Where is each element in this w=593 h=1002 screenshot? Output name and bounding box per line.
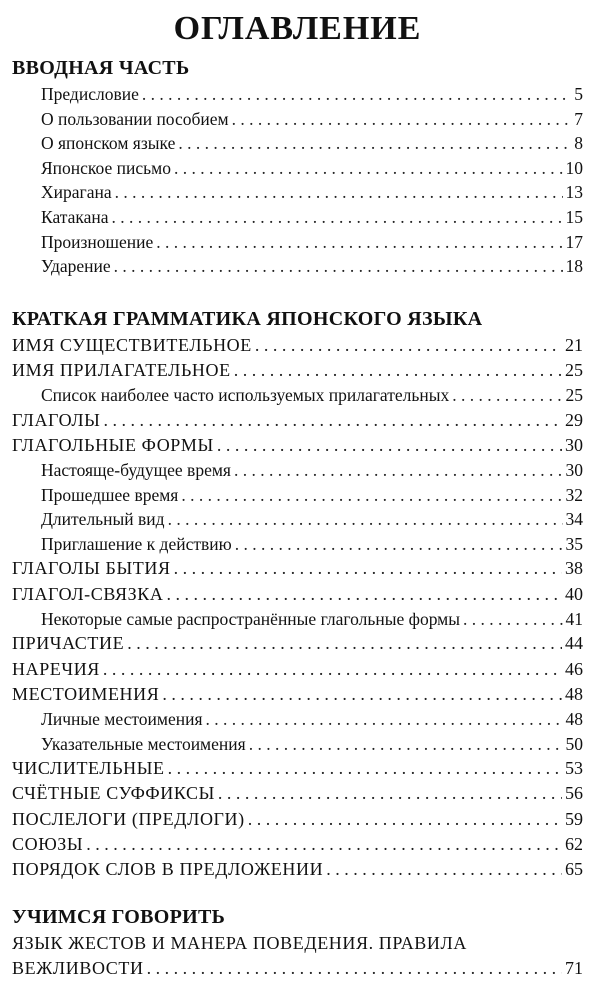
entry-page-number: 7 <box>574 108 583 129</box>
entry-page-number: 46 <box>565 658 583 679</box>
leader-dots <box>463 607 562 632</box>
section-spacer <box>12 279 583 305</box>
entry-page-number: 48 <box>565 683 583 704</box>
section-spacer <box>12 882 583 903</box>
entry-label: Произношение <box>41 231 154 252</box>
entry-page-number: 48 <box>565 709 583 729</box>
toc-entry[interactable] <box>12 333 583 358</box>
leader-dots <box>156 230 562 255</box>
entry-page-number: 17 <box>565 231 583 252</box>
leader-dots <box>142 82 571 107</box>
toc-entry[interactable] <box>12 433 583 458</box>
leader-dots <box>217 433 562 458</box>
leader-dots <box>127 631 562 656</box>
entry-label: Японское письмо <box>41 157 171 178</box>
entry-label: СЧЁТНЫЕ СУФФИКСЫ <box>12 783 215 804</box>
toc-entry[interactable] <box>12 254 583 279</box>
entry-page-number: 25 <box>565 359 583 380</box>
entry-page-number: 30 <box>565 460 583 481</box>
section-speaking <box>12 903 583 981</box>
section-heading: ВВОДНАЯ ЧАСТЬ <box>12 57 190 79</box>
toc-entry[interactable] <box>12 483 583 508</box>
leader-dots <box>235 532 563 557</box>
entry-page-number: 35 <box>565 533 583 554</box>
entry-label: ЧИСЛИТЕЛЬНЫЕ <box>12 758 165 779</box>
leader-dots <box>218 781 562 806</box>
entry-page-number: 40 <box>565 583 583 604</box>
entry-label: ИМЯ СУЩЕСТВИТЕЛЬНОЕ <box>12 334 252 355</box>
entry-label: ИМЯ ПРИЛАГАТЕЛЬНОЕ <box>12 359 231 380</box>
leader-dots <box>103 657 562 682</box>
toc-entry[interactable] <box>12 682 583 707</box>
toc-entry[interactable] <box>12 230 583 255</box>
toc-entry[interactable] <box>12 205 583 230</box>
entry-label: ПОРЯДОК СЛОВ В ПРЕДЛОЖЕНИИ <box>12 858 324 879</box>
toc-entry[interactable] <box>12 131 583 156</box>
toc-entry[interactable] <box>12 507 583 532</box>
entry-page-number: 10 <box>565 157 583 178</box>
entry-label: Личные местоимения <box>41 709 203 729</box>
toc-entry[interactable] <box>12 556 583 581</box>
entry-page-number: 13 <box>565 182 583 203</box>
section-heading: УЧИМСЯ ГОВОРИТЬ <box>12 906 226 929</box>
entry-page-number: 53 <box>565 758 583 779</box>
entry-page-number: 41 <box>565 608 583 629</box>
entry-page-number: 62 <box>565 833 583 854</box>
leader-dots <box>174 156 563 181</box>
entry-label: ГЛАГОЛЫ <box>12 409 101 430</box>
leader-dots <box>103 408 562 433</box>
entry-label: ПРИЧАСТИЕ <box>12 633 125 654</box>
entry-page-number: 71 <box>565 958 583 979</box>
toc-entry[interactable] <box>12 582 583 607</box>
leader-dots <box>255 333 562 358</box>
leader-dots <box>178 131 571 156</box>
leader-dots <box>166 582 562 607</box>
toc-entry[interactable] <box>12 107 583 132</box>
leader-dots <box>115 180 563 205</box>
entry-page-number: 32 <box>565 484 583 505</box>
toc-entry[interactable] <box>12 82 583 107</box>
entry-label: Длительный вид <box>41 509 165 530</box>
entry-label: О пользовании пособием <box>41 108 229 129</box>
toc-entry[interactable] <box>12 383 583 408</box>
toc-entry[interactable] <box>12 358 583 383</box>
entry-label: О японском языке <box>41 133 176 154</box>
toc-entry[interactable] <box>12 532 583 557</box>
toc-entry[interactable] <box>12 756 583 781</box>
entry-label: Указательные местоимения <box>41 733 246 754</box>
toc-entry[interactable] <box>12 857 583 882</box>
leader-dots <box>147 956 562 981</box>
toc-entry[interactable] <box>12 156 583 181</box>
leader-dots <box>168 507 563 532</box>
entry-page-number: 21 <box>565 334 583 355</box>
entry-label: Катакана <box>41 206 109 227</box>
toc-entry[interactable] <box>12 458 583 483</box>
leader-dots <box>86 832 562 857</box>
entry-page-number: 56 <box>565 783 583 804</box>
entry-page-number: 30 <box>565 434 583 455</box>
entry-page-number: 18 <box>565 256 583 277</box>
entry-label: Ударение <box>41 256 111 277</box>
page-title: ОГЛАВЛЕНИЕ <box>173 10 422 47</box>
leader-dots <box>114 254 563 279</box>
entry-label: ПОСЛЕЛОГИ (ПРЕДЛОГИ) <box>12 808 245 829</box>
entry-page-number: 15 <box>565 206 583 227</box>
toc-entry[interactable] <box>12 408 583 433</box>
section-heading: КРАТКАЯ ГРАММАТИКА ЯПОНСКОГО ЯЗЫКА <box>12 307 483 330</box>
toc-entry[interactable] <box>12 707 583 732</box>
section-grammar <box>12 305 583 882</box>
toc-entry[interactable] <box>12 956 583 981</box>
leader-dots <box>162 682 562 707</box>
leader-dots <box>452 383 562 408</box>
entry-page-number: 59 <box>565 808 583 829</box>
leader-dots <box>248 807 562 832</box>
entry-label: Некоторые самые распространённые глагольные формы <box>41 608 461 629</box>
entry-page-number: 5 <box>574 84 583 104</box>
entry-label: ГЛАГОЛ-СВЯЗКА <box>12 583 164 604</box>
leader-dots <box>249 732 563 757</box>
leader-dots <box>206 707 563 732</box>
entry-label: ГЛАГОЛЬНЫЕ ФОРМЫ <box>12 434 214 455</box>
toc-entry[interactable] <box>12 807 583 832</box>
entry-page-number: 50 <box>565 733 583 754</box>
entry-label: Предисловие <box>41 84 139 104</box>
toc-entry-line1[interactable] <box>12 931 583 956</box>
toc-entry[interactable] <box>12 657 583 682</box>
entry-label: Список наиболее часто используемых прилагательных <box>41 385 450 406</box>
toc-entry[interactable] <box>12 781 583 806</box>
entry-label: Настояще-будущее время <box>41 460 231 481</box>
leader-dots <box>234 458 563 483</box>
entry-label: Хирагана <box>41 182 112 203</box>
leader-dots <box>112 205 563 230</box>
toc-entry[interactable] <box>12 732 583 757</box>
toc-entry[interactable] <box>12 180 583 205</box>
entry-page-number: 34 <box>565 509 583 530</box>
entry-page-number: 29 <box>565 409 583 430</box>
entry-label: ГЛАГОЛЫ БЫТИЯ <box>12 558 171 579</box>
entry-label-line1: ЯЗЫК ЖЕСТОВ И МАНЕРА ПОВЕДЕНИЯ. ПРАВИЛА <box>12 933 467 954</box>
toc-entry[interactable] <box>12 832 583 857</box>
entry-page-number: 65 <box>565 858 583 879</box>
entry-label: МЕСТОИМЕНИЯ <box>12 683 160 704</box>
entry-label: СОЮЗЫ <box>12 833 84 854</box>
leader-dots <box>168 756 562 781</box>
toc-page <box>12 0 583 982</box>
entry-label: Приглашение к действию <box>41 533 232 554</box>
leader-dots <box>326 857 562 882</box>
entry-label: Прошедшее время <box>41 484 179 505</box>
entry-page-number: 38 <box>565 558 583 579</box>
entry-label: НАРЕЧИЯ <box>12 658 100 679</box>
section-intro <box>12 54 583 279</box>
toc-entry[interactable] <box>12 631 583 656</box>
toc-entry[interactable] <box>12 607 583 632</box>
entry-label: ВЕЖЛИВОСТИ <box>12 958 144 979</box>
leader-dots <box>181 483 562 508</box>
entry-page-number: 8 <box>574 133 583 154</box>
leader-dots <box>234 358 562 383</box>
entry-page-number: 25 <box>565 385 583 406</box>
leader-dots <box>232 107 572 132</box>
entry-page-number: 44 <box>565 633 583 654</box>
leader-dots <box>174 556 562 581</box>
